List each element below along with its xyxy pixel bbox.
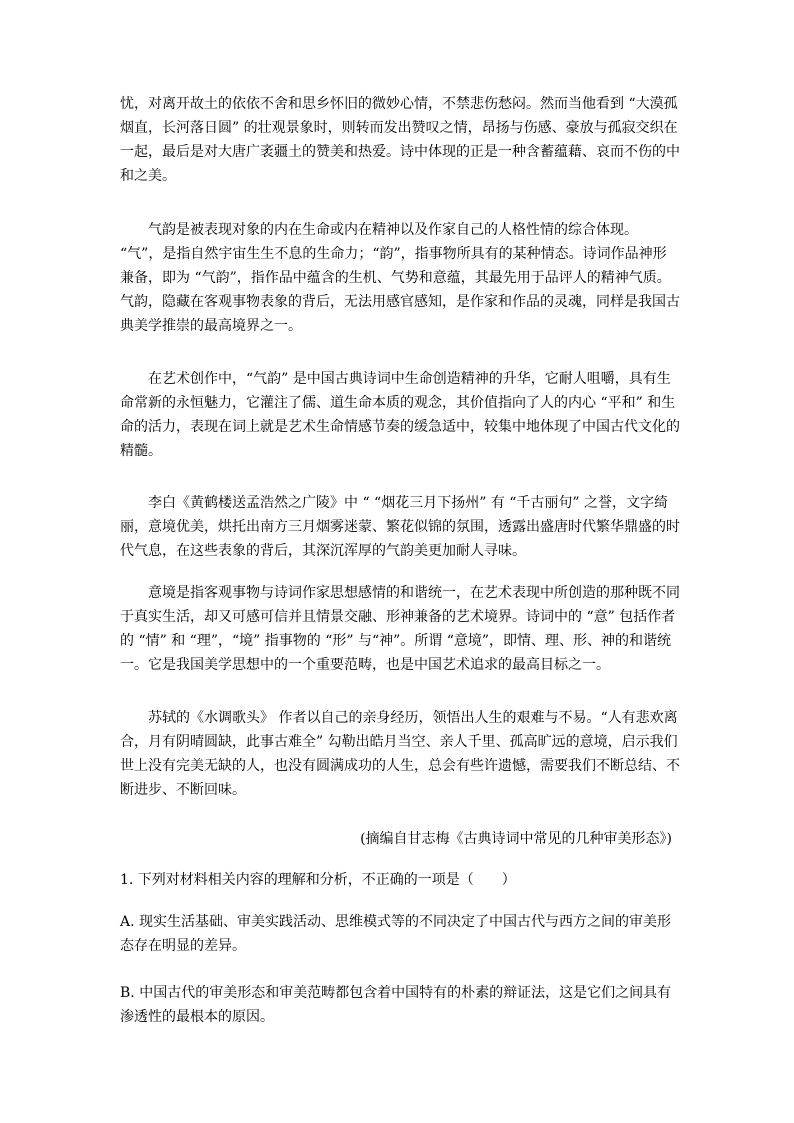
- paragraph-2: 气韵是被表现对象的内在生命或内在精神以及作家自己的人格性情的综合体现。 “气”，是指自然宇宙生生不息的生命力；“韵”，指事物所具有的某种情态。诗词作品神形兼备，即为 “气韵”，指作品中蕴含的生机、气势和意蕴，其最先用于品评人的精神气质。气韵，隐藏在客观事物表象的背后，无法用感官感知，是作家和作品的灵魂，同样是我国古典美学推崇的最高境界之一。: [120, 222, 680, 334]
- paragraph-5: 意境是指客观事物与诗词作家思想感情的和谐统一，在艺术表现中所创造的那种既不同于真实生活，却又可感可信并且情景交融、形神兼备的艺术境界。诗词中的 “意” 包括作者的 “情” 和 “理”，“境” 指事物的 “形” 与“神”。所谓 “意境”，即情、理、形、神的和谐统一。它是我国美学思想中的一个重要范畴，也是中国艺术追求的最高目标之一。: [120, 585, 680, 673]
- paragraph-1: 忧，对离开故土的依依不舍和思乡怀旧的微妙心情，不禁悲伤愁闷。然而当他看到 “大漠孤烟直，长河落日圆” 的壮观景象时，则转而发出赞叹之情，昂扬与伤感、豪放与孤寂交织在一起，最后是对大唐广袤疆土的赞美和热爱。诗中体现的正是一种含蓄蕴藉、哀而不伤的中和之美。: [120, 96, 680, 184]
- paragraph-3: 在艺术创作中，“气韵” 是中国古典诗词中生命创造精神的升华，它耐人咀嚼，具有生命常新的永恒魅力，它灌注了儒、道生命本质的观念，其价值指向了人的内心 “平和” 和生命的活力，表现在词上就是艺术生命情感节奏的缓急适中，较集中地体现了中国古代文化的精髓。: [120, 371, 680, 459]
- citation: (摘编自甘志梅《古典诗词中常见的几种审美形态》): [360, 831, 672, 847]
- question-stem: 1. 下列对材料相关内容的理解和分析，不正确的一项是（ ）: [120, 872, 516, 888]
- option-b: B. 中国古代的审美形态和审美范畴都包含着中国特有的朴素的辩证法，这是它们之间具有渗透性的最根本的原因。: [120, 985, 672, 1025]
- option-a: A. 现实生活基础、审美实践活动、思维模式等的不同决定了中国古代与西方之间的审美形态存在明显的差异。: [120, 914, 672, 954]
- paragraph-4: 李白《黄鹤楼送孟浩然之广陵》中 “ “烟花三月下扬州” 有 “千古丽句” 之誉，文字绮丽，意境优美，烘托出南方三月烟雾迷蒙、繁花似锦的氛围，透露出盛唐时代繁华鼎盛的时代气息，在这些表象的背后，其深沉浑厚的气韵美更加耐人寻味。: [120, 495, 680, 559]
- paragraph-6: 苏轼的《水调歌头》 作者以自己的亲身经历，领悟出人生的艰难与不易。“人有悲欢离合，月有阴晴圆缺，此事古难全” 勾勒出皓月当空、亲人千里、孤高旷远的意境，启示我们世上没有完美无缺的人，也没有圆满成功的人生，总会有些许遗憾，需要我们不断总结、不断进步、不断回味。: [120, 710, 680, 798]
